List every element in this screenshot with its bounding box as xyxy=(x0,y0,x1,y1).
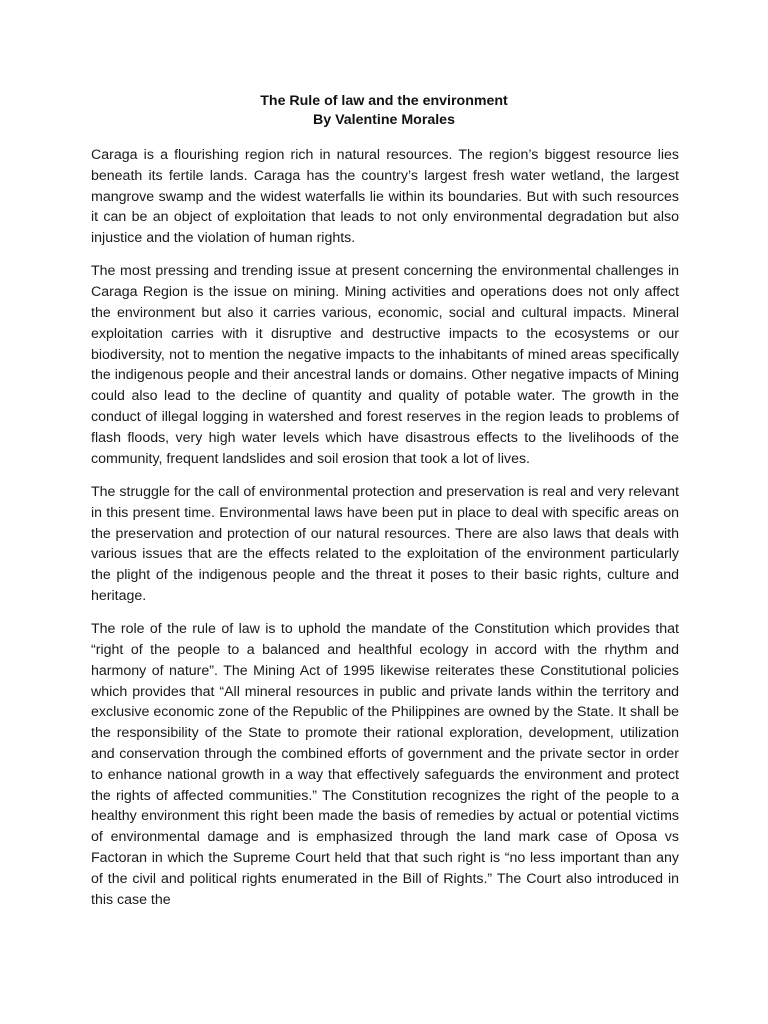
paragraph: The struggle for the call of environmental protection and preservation is real and very relevant in this present time. Environmental laws have been put in place to deal with specific areas on the preservation and protection of our natural resources. There are also laws that deals with various issues that are the effects related to the exploitation of the environment particularly the plight of the indigenous people and the threat it poses to their basic rights, culture and heritage. xyxy=(91,483,679,604)
paragraph: The most pressing and trending issue at present concerning the environmental challenges in Caraga Region is the issue on mining. Mining activities and operations does not only affect the environment but also it carries various, economic, social and cultural impacts. Mineral exploitation carries with it disruptive and destructive impacts to the ecosystems or our biodiversity, not to mention the negative impacts to the inhabitants of mined areas specifically the indigenous people and their ancestral lands or domains. Other negative impacts of Mining could also lead to the decline of quantity and quality of potable water. The growth in the conduct of illegal logging in watershed and forest reserves in the region leads to problems of flash floods, very high water levels which have disastrous effects to the livelihoods of the community, frequent landslides and soil erosion that took a lot of lives. xyxy=(91,263,679,467)
paragraph: The role of the rule of law is to uphold the mandate of the Constitution which provides that “right of the people to a balanced and healthful ecology in accord with the rhythm and harmony of nature”. The Mining Act of 1995 likewise reiterates these Constitutional policies which provides that “All mineral resources in public and private lands within the territory and exclusive economic zone of the Republic of the Philippines are owned by the State. It shall be the responsibility of the State to promote their rational exploration, development, utilization and conservation through the combined efforts of government and the private sector in order to enhance national growth in a way that effectively safeguards the environment and protect the rights of affected communities.” The Constitution recognizes the right of the people to a healthy environment this right been made the basis of remedies by actual or potential victims of environmental damage and is emphasized through the land mark case of Oposa vs Factoran in which the Supreme Court held that that such right is “no less important than any of the civil and political rights enumerated in the Bill of Rights.” The Court also introduced in this case the xyxy=(91,621,679,908)
document-body xyxy=(91,145,679,923)
document-title: The Rule of law and the environment xyxy=(260,93,508,109)
paragraph: Caraga is a flourishing region rich in natural resources. The region’s biggest resource lies beneath its fertile lands. Caraga has the country’s largest fresh water wetland, the largest mangrove swamp and the widest waterfalls lie within its boundaries. But with such resources it can be an object of exploitation that leads to not only environmental degradation but also injustice and the violation of human rights. xyxy=(91,147,679,247)
title-block xyxy=(0,92,768,130)
author-line: By Valentine Morales xyxy=(313,112,455,128)
